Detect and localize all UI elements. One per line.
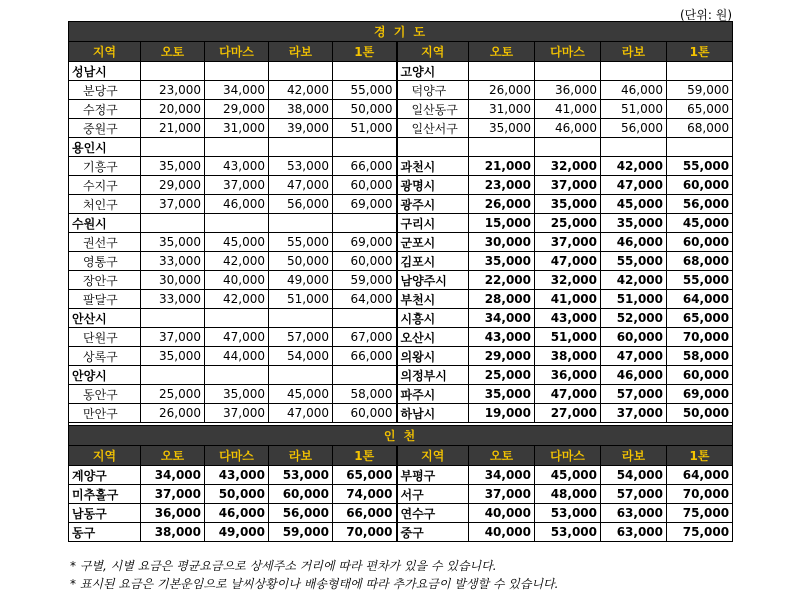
region-cell: 팔달구	[69, 290, 141, 309]
rate-cell: 26,000	[141, 404, 205, 423]
rate-cell: 43,000	[205, 157, 269, 176]
rate-cell: 56,000	[601, 119, 667, 138]
column-header: 다마스	[535, 446, 601, 466]
rate-cell: 70,000	[667, 328, 733, 347]
column-header: 1톤	[667, 446, 733, 466]
rate-cell: 60,000	[667, 233, 733, 252]
rate-cell: 27,000	[535, 404, 601, 423]
rate-cell: 53,000	[535, 504, 601, 523]
rate-cell: 64,000	[667, 290, 733, 309]
rate-cell	[205, 214, 269, 233]
rate-cell: 37,000	[535, 176, 601, 195]
rate-cell: 50,000	[333, 100, 397, 119]
rate-cell: 45,000	[601, 195, 667, 214]
rate-cell: 21,000	[469, 157, 535, 176]
rate-cell: 47,000	[205, 328, 269, 347]
rate-cell	[333, 62, 397, 81]
rate-cell: 21,000	[141, 119, 205, 138]
rate-cell: 67,000	[333, 328, 397, 347]
column-header: 지역	[69, 42, 141, 62]
rate-cell: 53,000	[269, 157, 333, 176]
region-cell: 남양주시	[397, 271, 469, 290]
rate-cell: 65,000	[667, 100, 733, 119]
rate-cell: 45,000	[205, 233, 269, 252]
column-header: 라보	[269, 42, 333, 62]
gyeonggi-rate-table	[68, 21, 733, 442]
rate-cell	[269, 214, 333, 233]
rate-cell: 74,000	[333, 485, 397, 504]
column-header: 오토	[141, 446, 205, 466]
rate-cell	[535, 138, 601, 157]
region-cell: 권선구	[69, 233, 141, 252]
rate-cell: 31,000	[469, 100, 535, 119]
rate-cell: 29,000	[141, 176, 205, 195]
table-row	[69, 100, 733, 119]
region-cell: 덕양구	[397, 81, 469, 100]
rate-cell: 37,000	[205, 176, 269, 195]
rate-cell: 65,000	[333, 466, 397, 485]
region-cell: 과천시	[397, 157, 469, 176]
region-cell: 단원구	[69, 328, 141, 347]
region-cell: 구리시	[397, 214, 469, 233]
column-header: 1톤	[333, 446, 397, 466]
rate-cell	[141, 309, 205, 328]
table-row	[69, 81, 733, 100]
region-cell: 시흥시	[397, 309, 469, 328]
rate-cell: 50,000	[269, 252, 333, 271]
rate-cell: 60,000	[667, 366, 733, 385]
rate-cell: 35,000	[601, 214, 667, 233]
rate-cell	[141, 214, 205, 233]
region-cell: 일산서구	[397, 119, 469, 138]
rate-cell: 51,000	[601, 100, 667, 119]
region-cell: 수정구	[69, 100, 141, 119]
rate-cell: 43,000	[535, 309, 601, 328]
region-cell: 광명시	[397, 176, 469, 195]
column-header: 1톤	[333, 42, 397, 62]
rate-cell: 35,000	[141, 233, 205, 252]
region-cell: 동구	[69, 523, 141, 542]
rate-cell	[205, 309, 269, 328]
column-header: 지역	[397, 446, 469, 466]
rate-cell: 35,000	[205, 385, 269, 404]
rate-cell: 46,000	[601, 366, 667, 385]
region-cell: 의정부시	[397, 366, 469, 385]
footnote: * 구별, 시별 요금은 평균요금으로 상세주소 거리에 따라 편차가 있을 수 있습니다.	[70, 559, 497, 573]
rate-cell: 34,000	[469, 466, 535, 485]
rate-cell: 47,000	[269, 176, 333, 195]
region-cell: 파주시	[397, 385, 469, 404]
rate-cell: 75,000	[667, 504, 733, 523]
rate-cell: 35,000	[469, 119, 535, 138]
rate-cell: 29,000	[205, 100, 269, 119]
rate-cell: 55,000	[601, 252, 667, 271]
rate-cell	[469, 138, 535, 157]
table-row	[69, 290, 733, 309]
rate-cell: 37,000	[205, 404, 269, 423]
rate-cell: 51,000	[269, 290, 333, 309]
rate-cell	[141, 62, 205, 81]
rate-cell: 31,000	[205, 119, 269, 138]
region-cell: 용인시	[69, 138, 141, 157]
rate-cell	[205, 366, 269, 385]
rate-cell: 63,000	[601, 504, 667, 523]
rate-cell: 35,000	[469, 252, 535, 271]
rate-cell: 38,000	[269, 100, 333, 119]
region-cell: 장안구	[69, 271, 141, 290]
rate-cell: 70,000	[333, 523, 397, 542]
rate-cell	[601, 138, 667, 157]
rate-cell: 23,000	[469, 176, 535, 195]
rate-cell: 46,000	[601, 81, 667, 100]
rate-cell: 65,000	[667, 309, 733, 328]
rate-cell: 43,000	[205, 466, 269, 485]
region-cell: 중구	[397, 523, 469, 542]
rate-cell	[601, 62, 667, 81]
rate-cell: 47,000	[535, 385, 601, 404]
rate-cell: 59,000	[667, 81, 733, 100]
rate-cell: 49,000	[269, 271, 333, 290]
rate-cell: 41,000	[535, 100, 601, 119]
rate-cell	[205, 138, 269, 157]
column-header: 라보	[601, 446, 667, 466]
rate-cell: 28,000	[469, 290, 535, 309]
rate-cell: 38,000	[141, 523, 205, 542]
column-header: 다마스	[535, 42, 601, 62]
rate-cell: 23,000	[141, 81, 205, 100]
region-cell: 수지구	[69, 176, 141, 195]
rate-cell: 45,000	[667, 214, 733, 233]
rate-cell: 35,000	[141, 347, 205, 366]
rate-cell: 34,000	[469, 309, 535, 328]
rate-cell	[667, 138, 733, 157]
rate-cell: 55,000	[667, 271, 733, 290]
column-header: 오토	[469, 42, 535, 62]
rate-cell: 42,000	[601, 157, 667, 176]
region-cell: 안양시	[69, 366, 141, 385]
rate-cell: 50,000	[205, 485, 269, 504]
rate-cell	[469, 62, 535, 81]
rate-cell: 68,000	[667, 119, 733, 138]
rate-cell: 64,000	[333, 290, 397, 309]
region-cell: 동안구	[69, 385, 141, 404]
rate-cell: 46,000	[205, 195, 269, 214]
rate-cell: 30,000	[469, 233, 535, 252]
rate-cell: 69,000	[333, 233, 397, 252]
rate-cell: 44,000	[205, 347, 269, 366]
rate-cell	[667, 62, 733, 81]
rate-cell: 26,000	[469, 81, 535, 100]
rate-cell: 22,000	[469, 271, 535, 290]
rate-cell: 40,000	[469, 504, 535, 523]
rate-cell: 37,000	[141, 195, 205, 214]
rate-cell: 51,000	[333, 119, 397, 138]
rate-cell: 36,000	[535, 81, 601, 100]
rate-cell: 66,000	[333, 157, 397, 176]
rate-cell: 55,000	[667, 157, 733, 176]
table-row	[69, 119, 733, 138]
rate-cell	[333, 366, 397, 385]
rate-cell	[269, 366, 333, 385]
rate-cell: 57,000	[269, 328, 333, 347]
table-row	[69, 309, 733, 328]
rate-cell: 50,000	[667, 404, 733, 423]
rate-cell	[333, 309, 397, 328]
rate-cell: 56,000	[269, 195, 333, 214]
table-row	[69, 404, 733, 423]
rate-cell: 47,000	[601, 347, 667, 366]
column-header: 지역	[397, 42, 469, 62]
region-cell: 상록구	[69, 347, 141, 366]
rate-cell	[269, 62, 333, 81]
table-row	[69, 504, 733, 523]
rate-cell: 59,000	[269, 523, 333, 542]
rate-cell: 32,000	[535, 271, 601, 290]
table-row	[69, 176, 733, 195]
rate-cell: 46,000	[205, 504, 269, 523]
rate-cell: 51,000	[535, 328, 601, 347]
region-cell: 수원시	[69, 214, 141, 233]
incheon-section-title: 인 천	[69, 426, 733, 446]
rate-cell	[333, 214, 397, 233]
rate-cell: 64,000	[667, 466, 733, 485]
rate-cell: 20,000	[141, 100, 205, 119]
rate-cell: 49,000	[205, 523, 269, 542]
rate-cell: 70,000	[667, 485, 733, 504]
column-header: 다마스	[205, 42, 269, 62]
column-header: 지역	[69, 446, 141, 466]
region-cell: 서구	[397, 485, 469, 504]
unit-label: (단위: 원)	[680, 8, 732, 22]
incheon-rate-table	[68, 425, 733, 542]
rate-cell: 60,000	[601, 328, 667, 347]
rate-cell: 66,000	[333, 504, 397, 523]
rate-cell: 37,000	[141, 328, 205, 347]
rate-cell: 42,000	[205, 252, 269, 271]
table-row	[69, 466, 733, 485]
region-cell: 연수구	[397, 504, 469, 523]
table-row	[69, 233, 733, 252]
column-header: 라보	[601, 42, 667, 62]
rate-cell: 66,000	[333, 347, 397, 366]
table-row	[69, 214, 733, 233]
region-cell: 안산시	[69, 309, 141, 328]
region-cell	[397, 138, 469, 157]
rate-cell: 37,000	[469, 485, 535, 504]
region-cell: 기흥구	[69, 157, 141, 176]
rate-cell: 54,000	[601, 466, 667, 485]
rate-cell: 37,000	[601, 404, 667, 423]
region-cell: 부평구	[397, 466, 469, 485]
table-row	[69, 366, 733, 385]
rate-cell: 37,000	[141, 485, 205, 504]
region-cell: 처인구	[69, 195, 141, 214]
rate-cell: 57,000	[601, 385, 667, 404]
rate-cell: 25,000	[469, 366, 535, 385]
rate-cell: 60,000	[333, 404, 397, 423]
table-row	[69, 485, 733, 504]
rate-cell	[141, 366, 205, 385]
region-cell: 미추홀구	[69, 485, 141, 504]
gyeonggi-section-title: 경 기 도	[69, 22, 733, 42]
rate-cell: 40,000	[469, 523, 535, 542]
rate-cell: 30,000	[141, 271, 205, 290]
table-row	[69, 271, 733, 290]
rate-cell: 35,000	[469, 385, 535, 404]
rate-cell: 59,000	[333, 271, 397, 290]
rate-cell: 34,000	[141, 466, 205, 485]
rate-cell: 68,000	[667, 252, 733, 271]
rate-cell: 51,000	[601, 290, 667, 309]
table-row	[69, 138, 733, 157]
region-cell: 의왕시	[397, 347, 469, 366]
rate-cell: 60,000	[333, 176, 397, 195]
rate-cell: 15,000	[469, 214, 535, 233]
table-row	[69, 157, 733, 176]
rate-cell	[269, 138, 333, 157]
rate-cell: 60,000	[667, 176, 733, 195]
region-cell: 분당구	[69, 81, 141, 100]
region-cell: 계양구	[69, 466, 141, 485]
table-row	[69, 328, 733, 347]
rate-cell: 58,000	[333, 385, 397, 404]
rate-cell: 26,000	[469, 195, 535, 214]
rate-cell: 55,000	[333, 81, 397, 100]
rate-cell	[269, 309, 333, 328]
region-cell: 군포시	[397, 233, 469, 252]
rate-cell: 36,000	[535, 366, 601, 385]
region-cell: 만안구	[69, 404, 141, 423]
rate-cell: 54,000	[269, 347, 333, 366]
rate-cell: 25,000	[535, 214, 601, 233]
footnotes	[70, 557, 558, 593]
rate-cell: 35,000	[535, 195, 601, 214]
table-row	[69, 252, 733, 271]
table-row	[69, 385, 733, 404]
table-row	[69, 347, 733, 366]
rate-cell: 40,000	[205, 271, 269, 290]
rate-cell: 46,000	[535, 119, 601, 138]
rate-cell: 42,000	[269, 81, 333, 100]
rate-cell: 19,000	[469, 404, 535, 423]
rate-cell: 47,000	[269, 404, 333, 423]
rate-cell: 47,000	[535, 252, 601, 271]
rate-cell: 35,000	[141, 157, 205, 176]
region-cell: 남동구	[69, 504, 141, 523]
rate-cell: 41,000	[535, 290, 601, 309]
table-row	[69, 195, 733, 214]
rate-cell: 39,000	[269, 119, 333, 138]
rate-cell: 60,000	[269, 485, 333, 504]
rate-cell: 57,000	[601, 485, 667, 504]
rate-cell: 42,000	[601, 271, 667, 290]
region-cell: 김포시	[397, 252, 469, 271]
rate-cell: 25,000	[141, 385, 205, 404]
rate-cell: 45,000	[269, 385, 333, 404]
rate-cell: 36,000	[141, 504, 205, 523]
region-cell: 영통구	[69, 252, 141, 271]
region-cell: 광주시	[397, 195, 469, 214]
column-header: 오토	[469, 446, 535, 466]
rate-cell: 34,000	[205, 81, 269, 100]
rate-cell: 52,000	[601, 309, 667, 328]
rate-cell: 69,000	[333, 195, 397, 214]
rate-cell: 45,000	[535, 466, 601, 485]
rate-cell	[535, 62, 601, 81]
column-header: 오토	[141, 42, 205, 62]
rate-cell: 63,000	[601, 523, 667, 542]
rate-cell: 42,000	[205, 290, 269, 309]
region-cell: 오산시	[397, 328, 469, 347]
rate-cell: 32,000	[535, 157, 601, 176]
rate-cell: 48,000	[535, 485, 601, 504]
region-cell: 중원구	[69, 119, 141, 138]
region-cell: 하남시	[397, 404, 469, 423]
column-header: 다마스	[205, 446, 269, 466]
rate-cell: 33,000	[141, 290, 205, 309]
rate-cell: 37,000	[535, 233, 601, 252]
rate-cell: 58,000	[667, 347, 733, 366]
column-header: 1톤	[667, 42, 733, 62]
table-row	[69, 523, 733, 542]
region-cell: 일산동구	[397, 100, 469, 119]
region-cell: 부천시	[397, 290, 469, 309]
rate-cell: 56,000	[667, 195, 733, 214]
table-row	[69, 62, 733, 81]
rate-cell: 53,000	[535, 523, 601, 542]
region-cell: 고양시	[397, 62, 469, 81]
column-header: 라보	[269, 446, 333, 466]
rate-cell: 55,000	[269, 233, 333, 252]
rate-cell: 69,000	[667, 385, 733, 404]
rate-cell: 38,000	[535, 347, 601, 366]
region-cell: 성남시	[69, 62, 141, 81]
rate-cell: 60,000	[333, 252, 397, 271]
rate-cell	[333, 138, 397, 157]
rate-cell: 75,000	[667, 523, 733, 542]
rate-cell: 29,000	[469, 347, 535, 366]
rate-cell: 43,000	[469, 328, 535, 347]
rate-cell: 53,000	[269, 466, 333, 485]
footnote: * 표시된 요금은 기본운임으로 날씨상황이나 배송형태에 따라 추가요금이 발생할 수 있습니다.	[70, 577, 559, 591]
rate-cell: 46,000	[601, 233, 667, 252]
rate-cell: 47,000	[601, 176, 667, 195]
rate-cell: 33,000	[141, 252, 205, 271]
rate-cell	[205, 62, 269, 81]
rate-cell: 56,000	[269, 504, 333, 523]
rate-cell	[141, 138, 205, 157]
